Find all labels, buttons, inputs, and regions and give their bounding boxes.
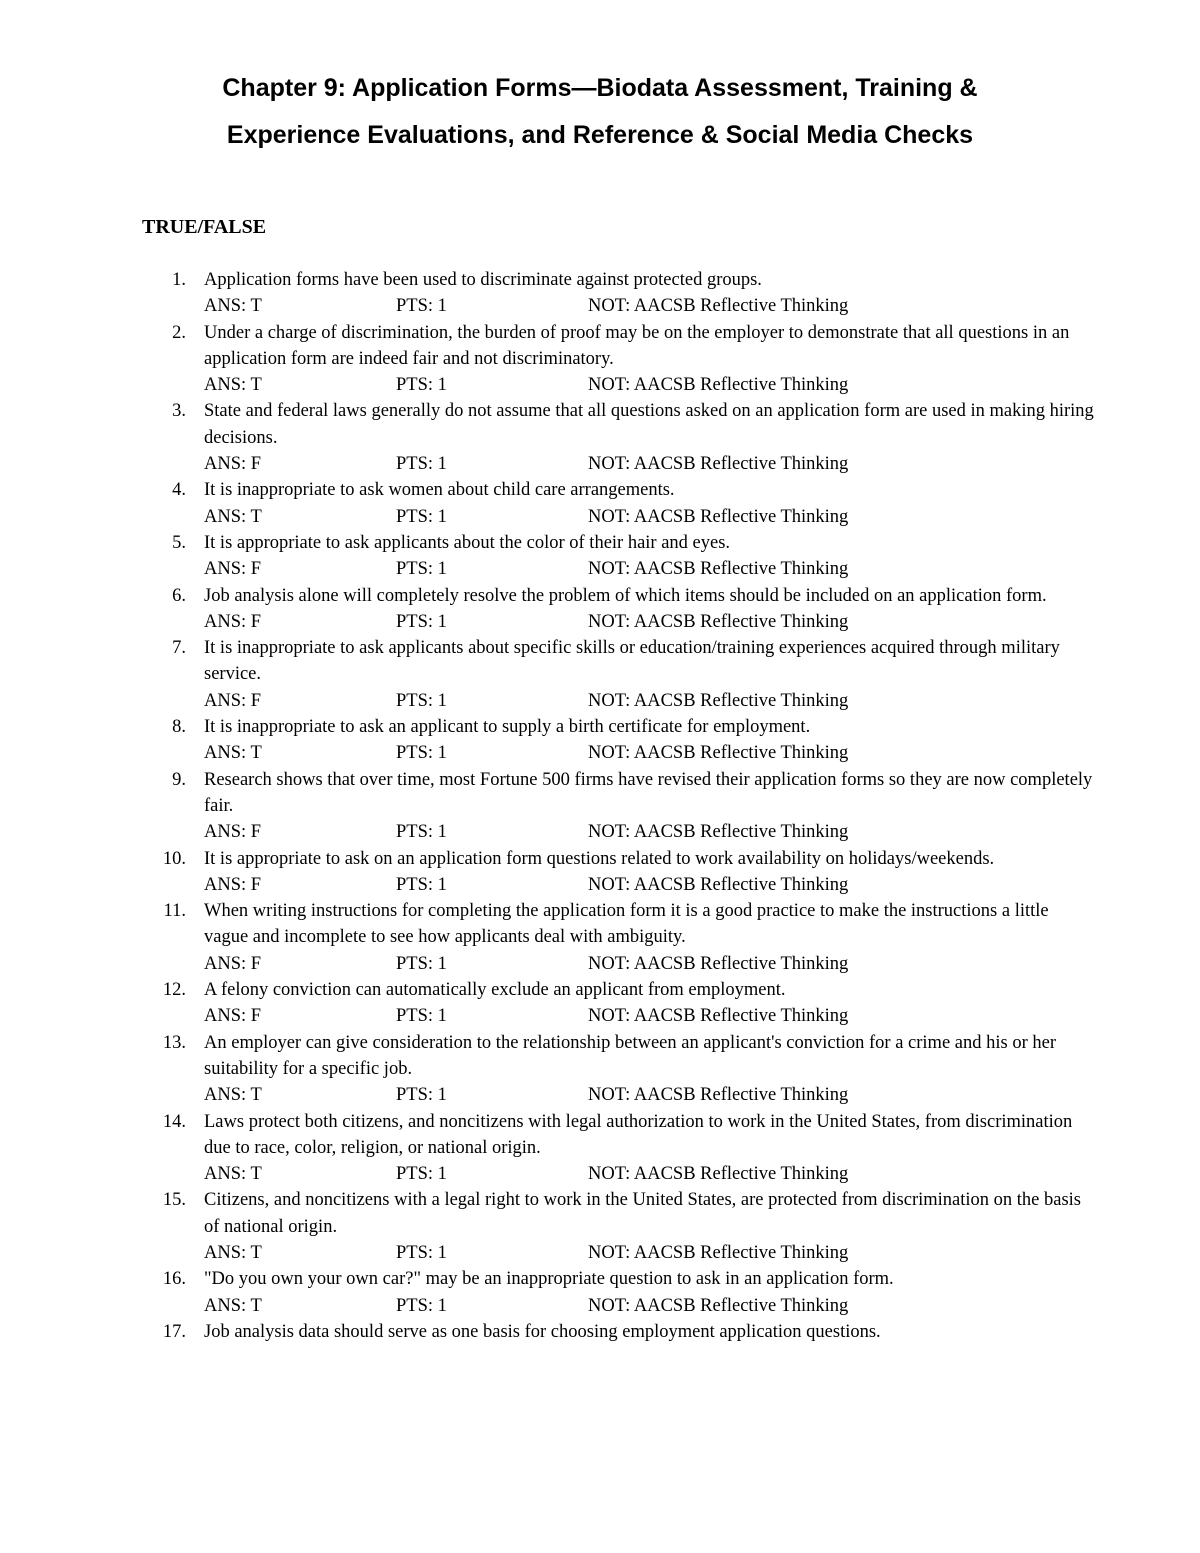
answer-value: ANS: F <box>204 953 262 974</box>
note-value: NOT: AACSB Reflective Thinking <box>588 1085 849 1106</box>
question-number: 9. <box>172 769 186 790</box>
question-text: Citizens, and noncitizens with a legal right to work in the United States, are protected from discrimination on the basis of national origin. <box>204 1190 1081 1237</box>
question-item <box>0 898 1094 977</box>
answer-row <box>204 609 1094 635</box>
answer-value: ANS: F <box>204 559 262 580</box>
question-number: 16. <box>162 1269 186 1290</box>
answer-row <box>204 688 1094 714</box>
answer-value: ANS: T <box>204 296 262 317</box>
question-number: 1. <box>172 270 186 290</box>
note-value: NOT: AACSB Reflective Thinking <box>588 296 849 317</box>
question-text: Laws protect both citizens, and noncitizens with legal authorization to work in the United States, from discrimination due to race, color, religion, or national origin. <box>204 1111 1073 1158</box>
question-item <box>0 977 1094 1030</box>
points-value: PTS: 1 <box>396 1242 447 1263</box>
note-value: NOT: AACSB Reflective Thinking <box>588 1242 849 1263</box>
answer-value: ANS: T <box>204 375 262 396</box>
chapter-title-line-2: Experience Evaluations, and Reference & Social Media Checks <box>226 121 974 149</box>
answer-row <box>204 1082 1094 1108</box>
answer-row <box>204 372 1094 398</box>
question-item <box>0 398 1094 477</box>
question-number: 11. <box>163 901 186 922</box>
answer-value: ANS: F <box>204 822 262 843</box>
question-text: A felony conviction can automatically exclude an applicant from employment. <box>204 980 786 1001</box>
question-number: 3. <box>172 401 186 422</box>
note-value: NOT: AACSB Reflective Thinking <box>588 1295 849 1316</box>
question-item <box>0 767 1094 846</box>
note-value: NOT: AACSB Reflective Thinking <box>588 690 849 711</box>
points-value: PTS: 1 <box>396 1295 447 1316</box>
answer-value: ANS: F <box>204 1006 262 1027</box>
points-value: PTS: 1 <box>396 454 447 475</box>
question-text: Under a charge of discrimination, the burden of proof may be on the employer to demonstrate that all questions in an application form are indeed fair and not discriminatory. <box>204 322 1070 369</box>
question-text: Job analysis data should serve as one basis for choosing employment application questions. <box>204 1321 881 1342</box>
question-list <box>0 267 1200 1345</box>
question-number: 17. <box>162 1321 186 1342</box>
question-text: Research shows that over time, most Fortune 500 firms have revised their application forms so they are now completely fair. <box>204 769 1093 816</box>
question-item <box>0 635 1094 714</box>
note-value: NOT: AACSB Reflective Thinking <box>588 506 849 527</box>
question-item <box>0 320 1094 399</box>
points-value: PTS: 1 <box>396 375 447 396</box>
answer-row <box>204 1161 1094 1187</box>
answer-value: ANS: F <box>204 690 262 711</box>
question-number: 7. <box>172 638 186 659</box>
question-text: It is inappropriate to ask women about child care arrangements. <box>204 480 675 501</box>
answer-row <box>204 740 1094 766</box>
points-value: PTS: 1 <box>396 1006 447 1027</box>
points-value: PTS: 1 <box>396 611 447 632</box>
answer-value: ANS: F <box>204 874 262 895</box>
answer-value: ANS: F <box>204 611 262 632</box>
question-number: 4. <box>172 480 186 501</box>
points-value: PTS: 1 <box>396 743 447 764</box>
answer-row <box>204 451 1094 477</box>
note-value: NOT: AACSB Reflective Thinking <box>588 874 849 895</box>
answer-value: ANS: T <box>204 1242 262 1263</box>
question-item <box>0 1030 1094 1109</box>
question-text: Application forms have been used to discriminate against protected groups. <box>204 270 762 290</box>
note-value: NOT: AACSB Reflective Thinking <box>588 743 849 764</box>
question-item <box>0 1266 1094 1319</box>
question-number: 13. <box>162 1032 186 1053</box>
question-number: 14. <box>162 1111 186 1132</box>
section-heading: TRUE/FALSE <box>142 216 267 238</box>
note-value: NOT: AACSB Reflective Thinking <box>588 559 849 580</box>
question-item <box>0 477 1094 530</box>
answer-value: ANS: T <box>204 1164 262 1185</box>
answer-row <box>204 1293 1094 1319</box>
question-item <box>0 714 1094 767</box>
question-item <box>0 530 1094 583</box>
points-value: PTS: 1 <box>396 296 447 317</box>
note-value: NOT: AACSB Reflective Thinking <box>588 1164 849 1185</box>
question-number: 5. <box>172 532 186 553</box>
answer-value: ANS: T <box>204 1295 262 1316</box>
answer-row <box>204 872 1094 898</box>
note-value: NOT: AACSB Reflective Thinking <box>588 375 849 396</box>
question-number: 15. <box>162 1190 186 1211</box>
question-item <box>0 846 1094 899</box>
answer-row <box>204 556 1094 582</box>
note-value: NOT: AACSB Reflective Thinking <box>588 953 849 974</box>
question-number: 10. <box>162 848 186 869</box>
question-text: It is inappropriate to ask applicants about specific skills or education/training experiences acquired through military service. <box>204 638 1060 685</box>
question-item <box>0 583 1094 636</box>
points-value: PTS: 1 <box>396 1085 447 1106</box>
answer-value: ANS: T <box>204 1085 262 1106</box>
question-text: Job analysis alone will completely resolve the problem of which items should be included on an application form. <box>204 585 1047 606</box>
answer-row <box>204 1240 1094 1266</box>
answer-row <box>204 819 1094 845</box>
question-text: It is appropriate to ask applicants about the color of their hair and eyes. <box>204 532 731 553</box>
chapter-title-line-1: Chapter 9: Application Forms—Biodata Assessment, Training & <box>222 74 978 102</box>
points-value: PTS: 1 <box>396 690 447 711</box>
points-value: PTS: 1 <box>396 953 447 974</box>
question-item <box>0 1187 1094 1266</box>
question-text: An employer can give consideration to the relationship between an applicant's conviction for a crime and his or her suitability for a specific job. <box>204 1032 1056 1079</box>
points-value: PTS: 1 <box>396 506 447 527</box>
question-text: When writing instructions for completing the application form it is a good practice to make the instructions a little vague and incomplete to see how applicants deal with ambiguity. <box>204 901 1049 948</box>
question-number: 2. <box>172 322 186 343</box>
points-value: PTS: 1 <box>396 1164 447 1185</box>
question-text: "Do you own your own car?" may be an inappropriate question to ask in an application form. <box>204 1269 894 1290</box>
answer-value: ANS: F <box>204 454 262 475</box>
answer-row <box>204 293 1094 319</box>
answer-value: ANS: T <box>204 743 262 764</box>
points-value: PTS: 1 <box>396 874 447 895</box>
note-value: NOT: AACSB Reflective Thinking <box>588 454 849 475</box>
points-value: PTS: 1 <box>396 559 447 580</box>
question-text: It is appropriate to ask on an application form questions related to work availability on holidays/weekends. <box>204 848 995 869</box>
question-item <box>0 267 1094 320</box>
answer-row <box>204 504 1094 530</box>
answer-row <box>204 951 1094 977</box>
question-text: State and federal laws generally do not assume that all questions asked on an application form are used in making hiring decisions. <box>204 401 1094 448</box>
question-item <box>0 1109 1094 1188</box>
question-number: 8. <box>172 717 186 738</box>
question-number: 12. <box>162 980 186 1001</box>
note-value: NOT: AACSB Reflective Thinking <box>588 611 849 632</box>
answer-value: ANS: T <box>204 506 262 527</box>
points-value: PTS: 1 <box>396 822 447 843</box>
question-text: It is inappropriate to ask an applicant to supply a birth certificate for employment. <box>204 717 811 738</box>
answer-row <box>204 1003 1094 1029</box>
note-value: NOT: AACSB Reflective Thinking <box>588 822 849 843</box>
question-number: 6. <box>172 585 186 606</box>
question-item <box>0 1319 1094 1345</box>
note-value: NOT: AACSB Reflective Thinking <box>588 1006 849 1027</box>
